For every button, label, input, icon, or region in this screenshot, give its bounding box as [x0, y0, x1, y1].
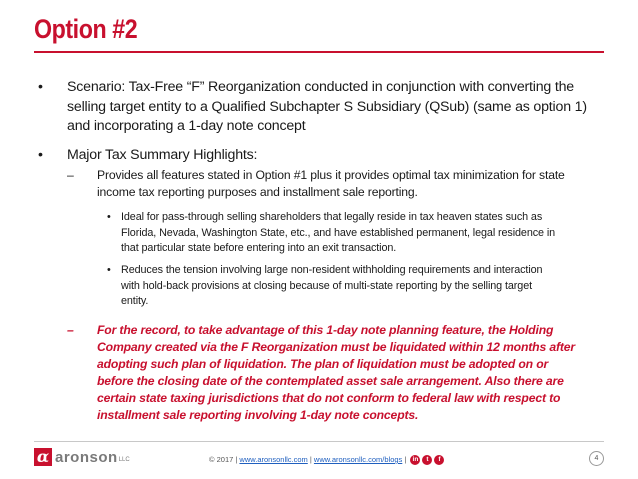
logo-wordmark: aronson [55, 448, 118, 466]
record-note [97, 322, 627, 424]
sub-sub-bullet-reduces [121, 263, 631, 310]
sub-sub-bullet-ideal [121, 210, 631, 257]
facebook-icon[interactable]: f [434, 455, 444, 465]
page-number: 4 [589, 451, 604, 466]
sub-bullet-line: income tax reporting purposes and installment sale reporting. [97, 185, 418, 199]
sub-sub-bullet-line: Reduces the tension involving large non-resident withholding requirements and interaction [121, 264, 543, 276]
footer-divider [34, 441, 604, 442]
note-line: certain state taxing jurisdictions that do not conform to federal law with respect to [97, 391, 561, 405]
sub-bullet-line: Provides all features stated in Option #1 plus it provides optimal tax minimization for state [97, 168, 565, 182]
bullet-marker: • [107, 264, 111, 276]
footer-separator: | [309, 455, 312, 464]
note-line: Company created via the F Reorganization must be liquidated within 12 months after [97, 340, 575, 354]
bullet-marker: • [38, 147, 43, 163]
bullet-line: selling target entity to a Qualified Subchapter S Subsidiary (QSub) (same as option 1) [67, 98, 587, 115]
note-line: installment sale reporting involving 1-day note concepts. [97, 408, 419, 422]
footer-separator: | [404, 455, 407, 464]
dash-marker: – [67, 323, 74, 337]
blog-link[interactable]: www.aronsonllc.com/blogs [313, 455, 403, 464]
website-link[interactable]: www.aronsonllc.com [239, 455, 308, 464]
social-icons [410, 455, 444, 465]
sub-sub-bullet-line: with hold-back provisions at closing because of multi-state reporting by the selling target [121, 279, 532, 292]
note-line: For the record, to take advantage of this 1-day note planning feature, the Holding [97, 323, 554, 337]
aronson-logo [34, 448, 130, 466]
dash-marker: – [67, 168, 74, 182]
bullet-marker: • [107, 211, 111, 223]
bullet-scenario [67, 78, 627, 137]
title-divider [34, 51, 604, 53]
sub-bullet-features [97, 167, 627, 201]
note-line: before the closing date of the contemplated asset sale arrangement. Also there are [97, 374, 564, 388]
copyright-text: © 2017 | [209, 455, 238, 464]
bullet-marker: • [38, 79, 43, 95]
sub-sub-bullet-line: Florida, Nevada, Washington State, etc., and have established permanent, legal residence in [121, 226, 556, 239]
footer-links [209, 455, 444, 465]
alpha-logo-icon: α [34, 448, 52, 466]
linkedin-icon[interactable]: in [410, 455, 420, 465]
sub-sub-bullet-line: entity. [121, 295, 149, 307]
bullet-line: Scenario: Tax-Free “F” Reorganization conducted in conjunction with converting the [67, 79, 574, 95]
slide-title: Option #2 [34, 14, 138, 44]
bullet-line: Major Tax Summary Highlights: [67, 147, 258, 163]
bullet-highlights [67, 146, 627, 166]
sub-sub-bullet-line: Ideal for pass-through selling shareholders that legally reside in tax heaven states such as [121, 211, 543, 223]
sub-sub-bullet-line: that particular state before entering into an exit transaction. [121, 242, 397, 254]
bullet-line: and incorporating a 1-day note concept [67, 118, 306, 134]
twitter-icon[interactable]: t [422, 455, 432, 465]
logo-suffix: LLC [118, 457, 130, 463]
note-line: adopting such plan of liquidation. The plan of liquidation must be adopted on or [97, 357, 549, 371]
